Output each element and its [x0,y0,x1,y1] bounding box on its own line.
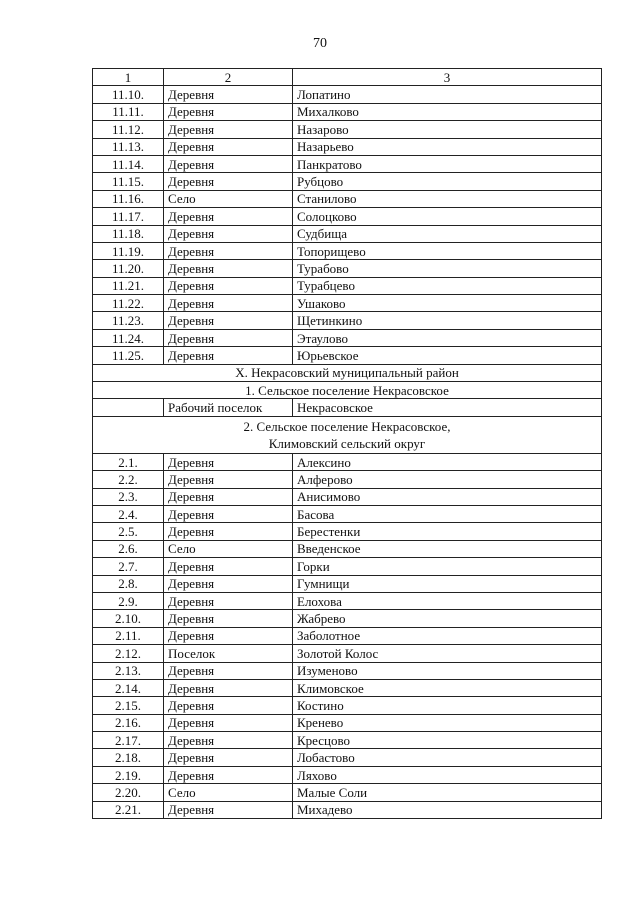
cell-number: 11.18. [93,225,164,242]
cell-type: Село [164,784,293,801]
cell-name: Климовское [293,679,602,696]
cell-number: 11.19. [93,242,164,259]
cell-number: 2.4. [93,505,164,522]
table-row [93,662,602,679]
cell-number [93,399,164,416]
table-row [93,155,602,172]
table-row [93,242,602,259]
cell-type: Деревня [164,453,293,470]
cell-type: Деревня [164,277,293,294]
table-row [93,208,602,225]
table-row [93,488,602,505]
table-row [93,592,602,609]
cell-name: Кренево [293,714,602,731]
cell-name: Солоцково [293,208,602,225]
table-row [93,347,602,364]
section-heading-line: Климовский сельский округ [268,435,426,451]
cell-number: 11.24. [93,329,164,346]
table-row [93,575,602,592]
table-row [93,277,602,294]
cell-name: Малые Соли [293,784,602,801]
cell-name: Басова [293,505,602,522]
cell-name: Берестенки [293,523,602,540]
cell-type: Деревня [164,505,293,522]
cell-number: 11.20. [93,260,164,277]
cell-number: 2.15. [93,697,164,714]
cell-name: Горки [293,558,602,575]
cell-number: 11.14. [93,155,164,172]
cell-number: 2.8. [93,575,164,592]
cell-type: Деревня [164,662,293,679]
cell-type: Рабочий поселок [164,399,293,416]
cell-name: Турабцево [293,277,602,294]
cell-number: 11.22. [93,295,164,312]
cell-type: Деревня [164,558,293,575]
section-heading [93,416,602,453]
cell-name: Щетинкино [293,312,602,329]
table-row [93,558,602,575]
cell-name: Турабово [293,260,602,277]
cell-name: Юрьевское [293,347,602,364]
section-heading-line: 2. Сельское поселение Некрасовское, [243,418,451,434]
cell-type: Деревня [164,592,293,609]
cell-number: 2.21. [93,801,164,818]
cell-number: 2.12. [93,645,164,662]
table-row [93,784,602,801]
cell-number: 2.16. [93,714,164,731]
cell-type: Деревня [164,347,293,364]
cell-number: 2.18. [93,749,164,766]
cell-name: Рубцово [293,173,602,190]
cell-number: 2.10. [93,610,164,627]
cell-name: Судбища [293,225,602,242]
cell-type: Деревня [164,679,293,696]
cell-name: Гумнищи [293,575,602,592]
table-row [93,749,602,766]
cell-number: 2.6. [93,540,164,557]
section-heading: X. Некрасовский муниципальный район [93,364,602,381]
table-row [93,610,602,627]
cell-type: Деревня [164,523,293,540]
cell-type: Деревня [164,732,293,749]
cell-type: Село [164,540,293,557]
table-row [93,295,602,312]
table-row [93,225,602,242]
cell-name: Ляхово [293,766,602,783]
cell-type: Поселок [164,645,293,662]
header-row [93,69,602,86]
table-row [93,679,602,696]
cell-number: 11.16. [93,190,164,207]
cell-number: 11.11. [93,103,164,120]
cell-name: Алферово [293,471,602,488]
table-row [93,329,602,346]
cell-type: Деревня [164,627,293,644]
cell-type: Деревня [164,697,293,714]
cell-type: Деревня [164,86,293,103]
cell-name: Назарьево [293,138,602,155]
cell-number: 11.23. [93,312,164,329]
page-number: 70 [313,36,327,51]
cell-type: Деревня [164,329,293,346]
cell-number: 2.17. [93,732,164,749]
cell-type: Деревня [164,488,293,505]
cell-number: 2.11. [93,627,164,644]
cell-number: 2.7. [93,558,164,575]
cell-number: 2.2. [93,471,164,488]
cell-name: Анисимово [293,488,602,505]
cell-name: Михадево [293,801,602,818]
table-row [93,505,602,522]
cell-name: Лобастово [293,749,602,766]
table-row [93,86,602,103]
cell-name: Станилово [293,190,602,207]
cell-number: 2.13. [93,662,164,679]
section-row [93,364,602,381]
cell-name: Некрасовское [293,399,602,416]
cell-number: 11.13. [93,138,164,155]
table-row [93,190,602,207]
cell-name: Лопатино [293,86,602,103]
table-row [93,801,602,818]
cell-name: Введенское [293,540,602,557]
table-row [93,103,602,120]
section-heading: 1. Сельское поселение Некрасовское [93,382,602,399]
table-row [93,121,602,138]
cell-number: 2.14. [93,679,164,696]
cell-name: Этаулово [293,329,602,346]
cell-type: Село [164,190,293,207]
cell-name: Жабрево [293,610,602,627]
cell-name: Панкратово [293,155,602,172]
cell-type: Деревня [164,295,293,312]
cell-name: Алексино [293,453,602,470]
table-row [93,523,602,540]
settlements-table [92,68,602,819]
header-cell-number: 1 [93,69,164,86]
table-row [93,714,602,731]
cell-number: 2.9. [93,592,164,609]
cell-number: 11.15. [93,173,164,190]
cell-name: Назарово [293,121,602,138]
table-row [93,766,602,783]
cell-name: Костино [293,697,602,714]
table-row [93,260,602,277]
table-row [93,540,602,557]
cell-type: Деревня [164,208,293,225]
section-row [93,416,602,453]
cell-type: Деревня [164,173,293,190]
cell-type: Деревня [164,714,293,731]
table-row [93,312,602,329]
header-cell-type: 2 [164,69,293,86]
cell-type: Деревня [164,749,293,766]
table-row [93,732,602,749]
table-row [93,645,602,662]
section-row [93,382,602,399]
cell-name: Заболотное [293,627,602,644]
table-row [93,173,602,190]
cell-number: 11.10. [93,86,164,103]
cell-type: Деревня [164,103,293,120]
cell-name: Изуменово [293,662,602,679]
cell-type: Деревня [164,312,293,329]
cell-number: 11.21. [93,277,164,294]
cell-type: Деревня [164,801,293,818]
table-row [93,627,602,644]
header-cell-name: 3 [293,69,602,86]
cell-number: 2.1. [93,453,164,470]
cell-number: 11.25. [93,347,164,364]
table-body [93,69,602,819]
cell-type: Деревня [164,766,293,783]
cell-type: Деревня [164,610,293,627]
table-row [93,399,602,416]
cell-type: Деревня [164,471,293,488]
cell-type: Деревня [164,121,293,138]
table-row [93,471,602,488]
cell-number: 11.17. [93,208,164,225]
cell-number: 11.12. [93,121,164,138]
cell-name: Топорищево [293,242,602,259]
cell-number: 2.5. [93,523,164,540]
cell-name: Кресцово [293,732,602,749]
cell-type: Деревня [164,225,293,242]
cell-name: Ушаково [293,295,602,312]
cell-name: Михалково [293,103,602,120]
cell-type: Деревня [164,155,293,172]
table-row [93,138,602,155]
table-row [93,453,602,470]
cell-type: Деревня [164,242,293,259]
cell-type: Деревня [164,138,293,155]
cell-name: Золотой Колос [293,645,602,662]
table-row [93,697,602,714]
cell-type: Деревня [164,575,293,592]
cell-name: Елохова [293,592,602,609]
cell-number: 2.3. [93,488,164,505]
cell-number: 2.19. [93,766,164,783]
cell-number: 2.20. [93,784,164,801]
cell-type: Деревня [164,260,293,277]
